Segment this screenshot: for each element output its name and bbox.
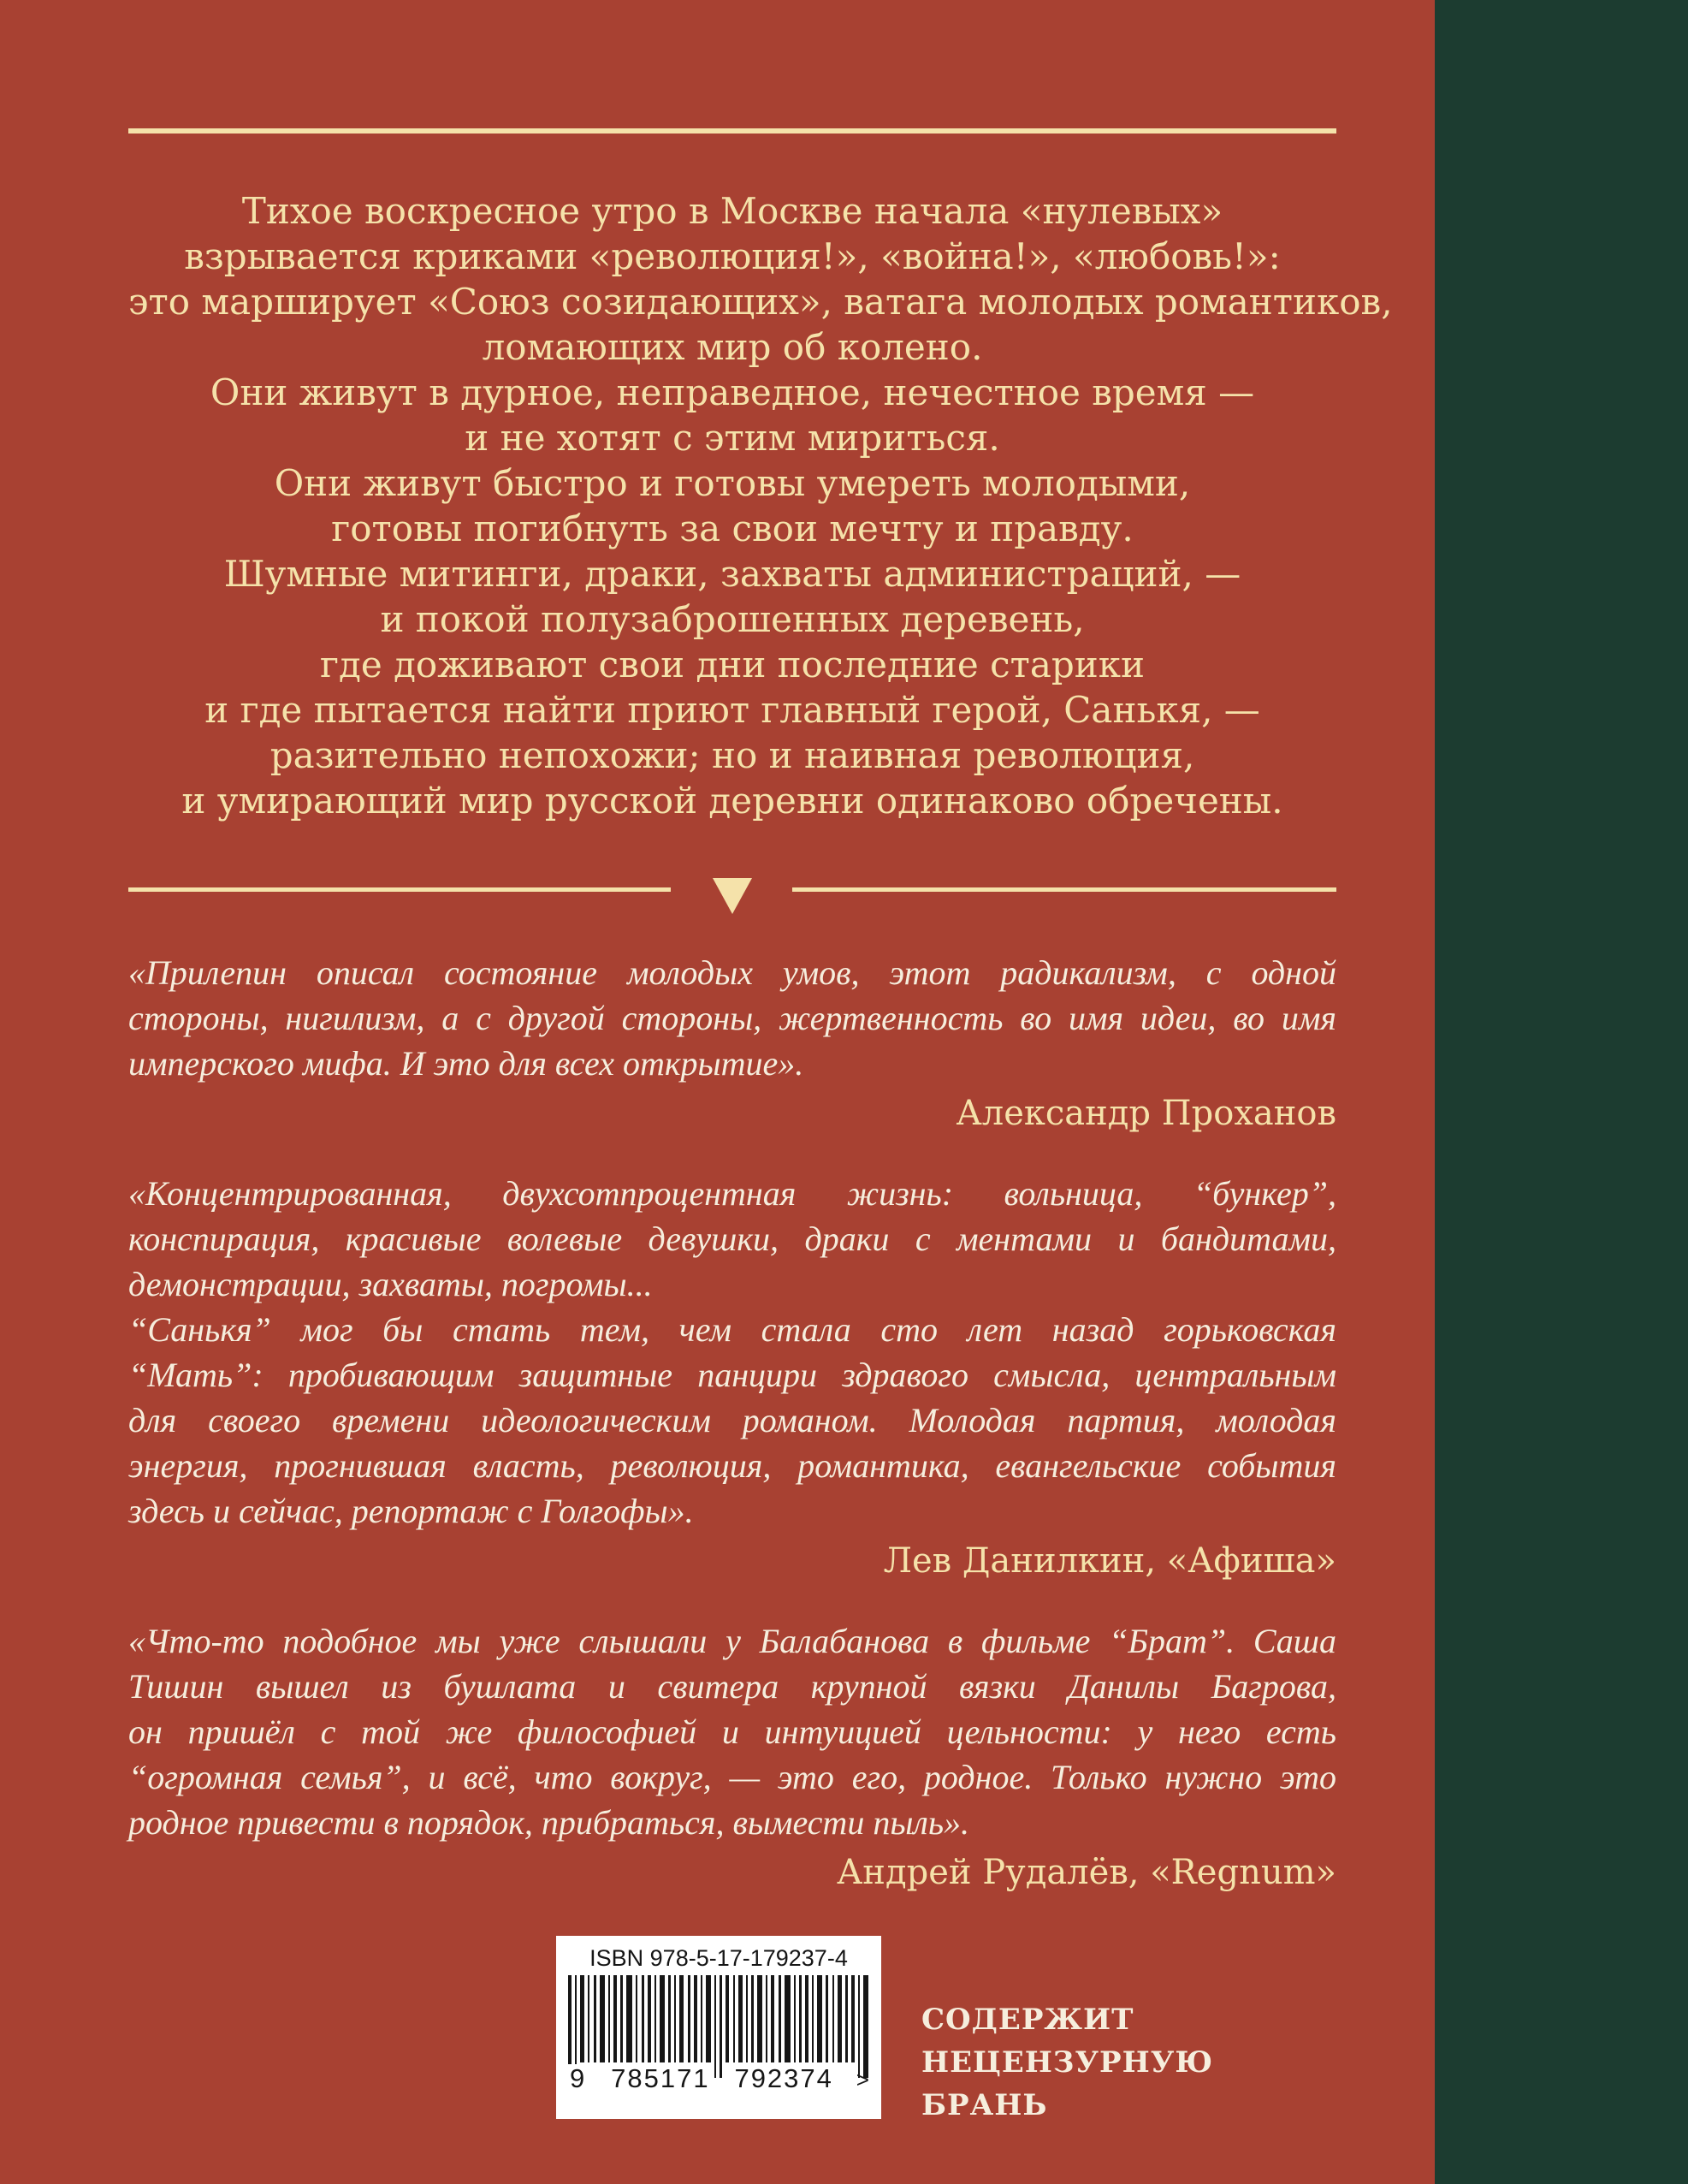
book-spine xyxy=(1435,0,1688,2184)
barcode-bar xyxy=(726,1975,729,2062)
warning-line: СОДЕРЖИТ xyxy=(921,2003,1134,2037)
barcode-suffix: > xyxy=(856,2067,869,2092)
barcode-bar xyxy=(688,1975,690,2062)
annotation-line: Они живут в дурное, неправедное, нечестное время — xyxy=(210,371,1255,413)
annotation xyxy=(128,188,1393,823)
quote-block xyxy=(128,1618,1336,1896)
barcode-bar xyxy=(588,1975,589,2062)
barcode-bar xyxy=(863,1975,868,2078)
quote-line: стороны, нигилизм, а с другой стороны, жертвенность во имя идеи, во имя xyxy=(128,999,1336,1037)
barcode-bar xyxy=(851,1975,855,2062)
annotation-line: Тихое воскресное утро в Москве начала «нулевых» xyxy=(241,190,1223,232)
quote-line: «Что-то подобное мы уже слышали у Балабанова в фильме “Брат”. Саша xyxy=(128,1622,1336,1660)
quote-line: родное привести в порядок, прибраться, вымести пыль». xyxy=(128,1803,970,1842)
barcode-digit-group: 785171 xyxy=(611,2063,710,2093)
barcode-bar xyxy=(613,1975,617,2062)
barcode-bar xyxy=(785,1975,791,2062)
annotation-line: готовы погибнуть за свои мечту и правду. xyxy=(331,507,1134,549)
barcode-bar xyxy=(654,1975,656,2062)
barcode-bar xyxy=(720,1975,722,2078)
annotation-line: и не хотят с этим мириться. xyxy=(465,417,1000,459)
annotation-line: взрывается криками «революция!», «война!», «любовь!»: xyxy=(184,235,1281,277)
quote-block xyxy=(128,950,1336,1137)
barcode-bar xyxy=(714,1975,716,2078)
barcode-bar xyxy=(812,1975,814,2062)
quote-line: для своего времени идеологическим романом. Молодая партия, молодая xyxy=(128,1401,1336,1439)
annotation-line: и покой полузаброшенных деревень, xyxy=(380,598,1085,640)
barcode-digit-group: 792374 xyxy=(734,2063,833,2093)
barcode-bars xyxy=(568,1975,869,2078)
quote-line: “Санькя” мог бы стать тем, чем стала сто лет назад горьковская xyxy=(128,1310,1336,1349)
barcode-bar xyxy=(580,1975,584,2062)
barcode-bar xyxy=(568,1975,572,2078)
barcode-bar xyxy=(771,1975,774,2062)
section-divider xyxy=(128,868,1336,914)
barcode-bar xyxy=(636,1975,637,2062)
isbn-label: ISBN 978-5-17-179237-4 xyxy=(589,1945,848,1971)
barcode-bar xyxy=(575,1975,577,2078)
quote-line: энергия, прогнившая власть, революция, романтика, евангельские события xyxy=(128,1446,1336,1485)
annotation-line: где доживают свои дни последние старики xyxy=(320,644,1145,685)
quotes xyxy=(128,950,1336,1896)
annotation-line: это марширует «Союз созидающих», ватага молодых романтиков, xyxy=(128,281,1393,323)
annotation-line: разительно непохожи; но и наивная революция, xyxy=(269,734,1195,776)
quote-attribution: Лев Данилкин, «Афиша» xyxy=(883,1541,1336,1581)
annotation-line: ломающих мир об колено. xyxy=(482,326,983,368)
barcode-bar xyxy=(694,1975,697,2062)
quote-line: «Концентрированная, двухсотпроцентная жизнь: вольница, “бункер”, xyxy=(128,1174,1336,1213)
annotation-line: Шумные митинги, драки, захваты администраций, — xyxy=(223,553,1241,595)
barcode-bar xyxy=(733,1975,735,2062)
quote-attribution: Андрей Рудалёв, «Regnum» xyxy=(837,1853,1336,1892)
quote-line: Тишин вышел из бушлата и свитера крупной вязки Данилы Багрова, xyxy=(128,1667,1336,1706)
barcode-box xyxy=(556,1936,881,2119)
barcode-bar xyxy=(832,1975,834,2062)
barcode-bar xyxy=(608,1975,610,2062)
quote-block xyxy=(128,1171,1336,1584)
barcode-bar xyxy=(668,1975,671,2062)
barcode-bar xyxy=(706,1975,711,2062)
barcode-bar xyxy=(600,1975,605,2062)
quote-line: здесь и сейчас, репортаж с Голгофы». xyxy=(128,1492,694,1530)
barcode-bar xyxy=(838,1975,842,2062)
annotation-line: Они живут быстро и готовы умереть молодыми, xyxy=(274,462,1191,504)
quote-line: “огромная семья”, и всё, что вокруг, — это его, родное. Только нужно это xyxy=(128,1758,1336,1796)
top-divider-line xyxy=(128,128,1336,134)
barcode-bar xyxy=(738,1975,743,2062)
barcode-bar xyxy=(642,1975,644,2062)
barcode-bar xyxy=(845,1975,848,2062)
warning-line: БРАНЬ xyxy=(921,2088,1048,2122)
barcode-bar xyxy=(757,1975,762,2062)
quote-line: «Прилепин описал состояние молодых умов, этот радикализм, с одной xyxy=(128,953,1336,992)
quote-line: конспирация, красивые волевые девушки, драки с ментами и бандитами, xyxy=(128,1220,1336,1258)
quote-attribution: Александр Проханов xyxy=(956,1094,1336,1133)
barcode-bar xyxy=(799,1975,802,2062)
barcode-bar xyxy=(826,1975,828,2062)
annotation-line: и умирающий мир русской деревни одинаково обречены. xyxy=(181,780,1283,822)
back-cover-content xyxy=(128,128,1393,1896)
divider-line-left xyxy=(128,887,671,892)
barcode-bar xyxy=(746,1975,748,2062)
quote-line: демонстрации, захваты, погромы... xyxy=(128,1265,653,1303)
barcode-bar xyxy=(674,1975,676,2062)
barcode-bar xyxy=(660,1975,665,2062)
annotation-line: и где пытается найти приют главный герой, Санькя, — xyxy=(204,689,1260,731)
barcode-digits xyxy=(568,2064,869,2094)
barcode-bar xyxy=(779,1975,781,2062)
barcode-bar xyxy=(701,1975,702,2062)
barcode-digit-group: 9 xyxy=(570,2063,587,2093)
barcode-bar xyxy=(751,1975,754,2062)
divider-line-right xyxy=(792,887,1336,892)
barcode-bar xyxy=(620,1975,623,2062)
obscene-language-warning xyxy=(921,1998,1213,2127)
quote-line: “Мать”: пробивающим защитные панцири здравого смысла, центральным xyxy=(128,1356,1336,1394)
quote-line: имперского мифа. И это для всех открытие». xyxy=(128,1044,804,1083)
warning-line: НЕЦЕНЗУРНУЮ xyxy=(921,2045,1214,2080)
barcode-bar xyxy=(858,1975,860,2078)
barcode-bar xyxy=(817,1975,822,2062)
barcode-bar xyxy=(766,1975,767,2062)
barcode-bar xyxy=(679,1975,684,2062)
triangle-down-icon xyxy=(713,878,752,914)
barcode-bar xyxy=(805,1975,808,2062)
quote-line: он пришёл с той же философией и интуицией цельности: у него есть xyxy=(128,1712,1336,1751)
barcode-bar xyxy=(648,1975,651,2062)
barcode-bar xyxy=(594,1975,596,2062)
barcode-bar xyxy=(794,1975,796,2062)
barcode-bar xyxy=(626,1975,632,2062)
